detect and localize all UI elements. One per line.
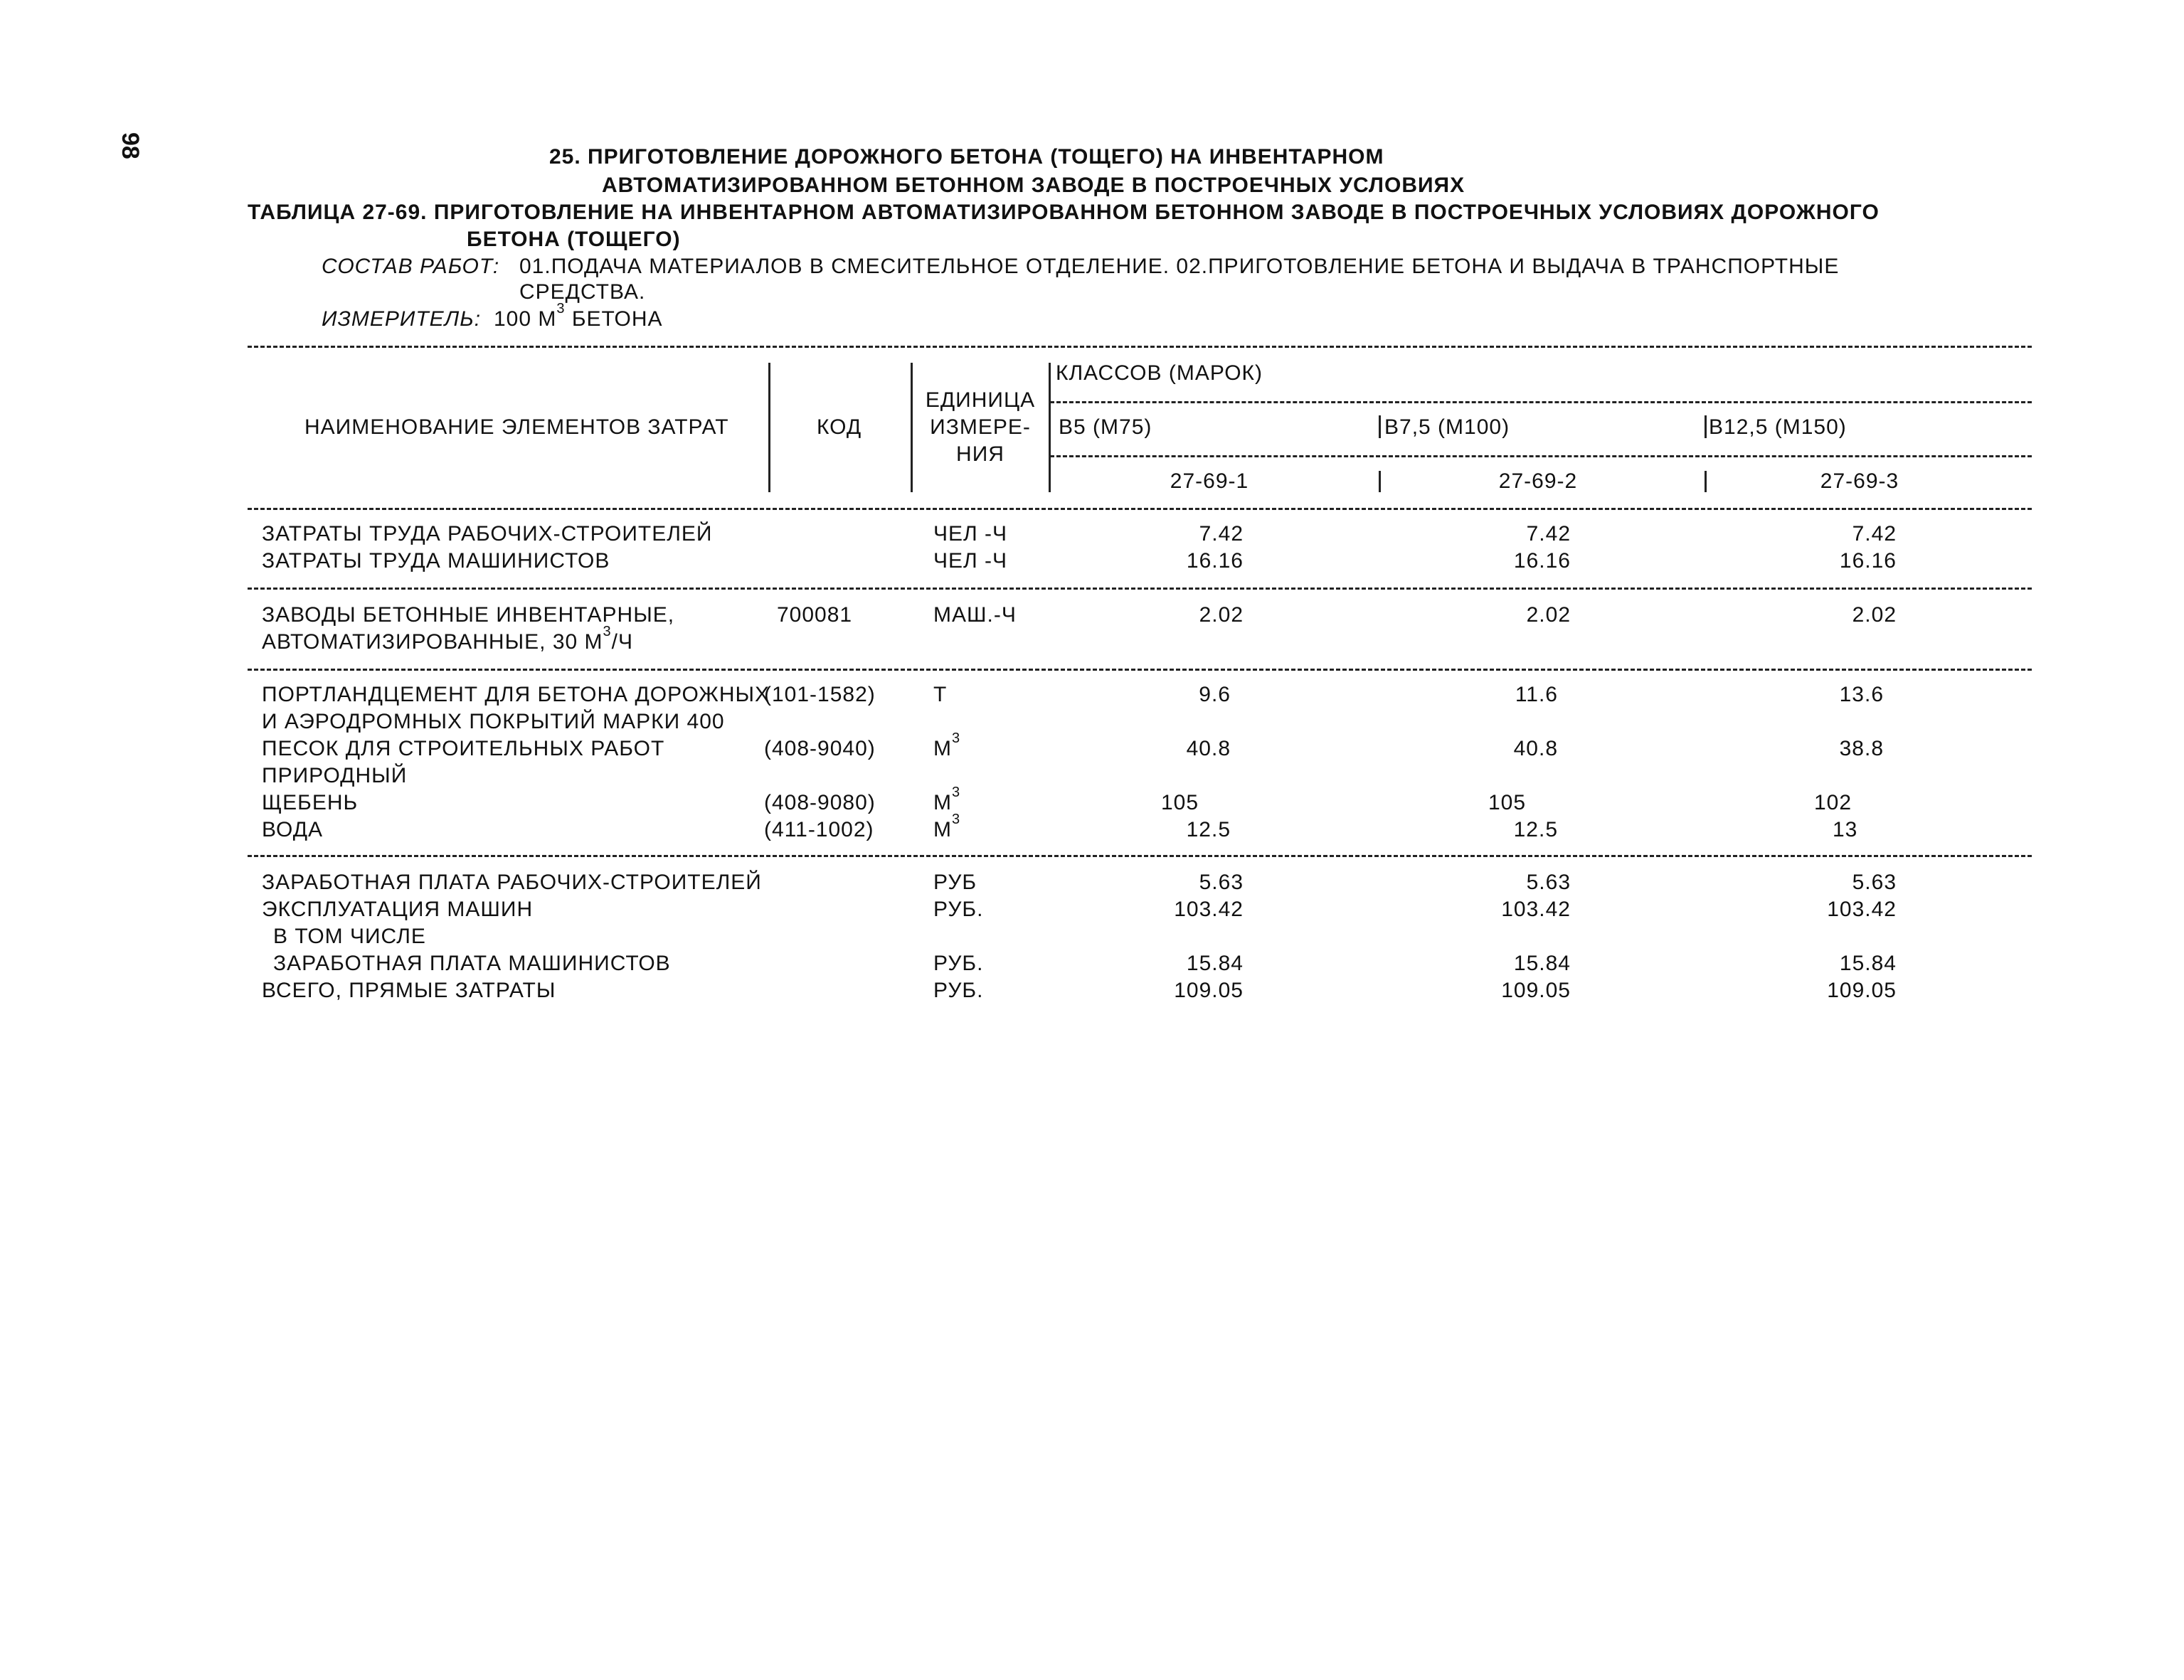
row-labor-machinists-v2: 16.16 <box>1513 549 1571 573</box>
rule-codes <box>1050 455 2032 457</box>
header-unit-line2: ИЗМЕРЕ- <box>930 415 1031 439</box>
row-labor-workers-v3: 7.42 <box>1852 522 1897 546</box>
page-number: 98 <box>117 132 144 159</box>
row-plant-unit: МАШ.-Ч <box>933 603 1017 627</box>
row-machines-v1: 103.42 <box>1174 898 1244 921</box>
row-cement-code: (101-1582) <box>764 683 876 706</box>
row-including-name: В ТОМ ЧИСЛЕ <box>273 925 426 948</box>
row-sand-name-line2: ПРИРОДНЫЙ <box>262 764 408 787</box>
row-wages-workers-v1: 5.63 <box>1199 871 1244 894</box>
header-col2-code: 27-69-2 <box>1498 469 1578 493</box>
row-cement-name-line1: ПОРТЛАНДЦЕМЕНТ ДЛЯ БЕТОНА ДОРОЖНЫХ <box>262 683 770 706</box>
header-separator <box>1379 471 1381 492</box>
header-code: КОД <box>817 415 862 439</box>
header-classes: КЛАССОВ (МАРОК) <box>1056 361 1263 385</box>
row-plant-name-line1: ЗАВОДЫ БЕТОННЫЕ ИНВЕНТАРНЫЕ, <box>262 603 675 627</box>
row-cement-unit: Т <box>933 683 948 706</box>
work-label: СОСТАВ РАБОТ: <box>322 255 500 278</box>
row-water-name: ВОДА <box>262 818 324 841</box>
row-water-v3: 13 <box>1833 818 1858 841</box>
row-labor-workers-unit: ЧЕЛ -Ч <box>933 522 1008 546</box>
row-plant-v3: 2.02 <box>1852 603 1897 627</box>
row-plant-v2: 2.02 <box>1526 603 1571 627</box>
row-sand-v2: 40.8 <box>1513 737 1558 760</box>
header-col3-class: В12,5 (М150) <box>1709 415 1847 439</box>
work-text-line1: 01.ПОДАЧА МАТЕРИАЛОВ В СМЕСИТЕЛЬНОЕ ОТДЕЛЕНИЕ. 02.ПРИГОТОВЛЕНИЕ БЕТОНА И ВЫДАЧА В ТРАНСПОРТНЫЕ <box>519 255 1840 278</box>
row-gravel-v2: 105 <box>1488 791 1527 814</box>
row-sand-unit: $М^3$ <box>933 730 961 760</box>
row-machines-v3: 103.42 <box>1827 898 1897 921</box>
rule-header-bottom <box>248 508 2032 510</box>
row-gravel-v3: 102 <box>1814 791 1852 814</box>
row-labor-machinists-unit: ЧЕЛ -Ч <box>933 549 1008 573</box>
row-gravel-unit: $М^3$ <box>933 785 961 814</box>
header-separator <box>1379 415 1381 438</box>
row-wages-machinists-v1: 15.84 <box>1186 952 1244 975</box>
row-wages-machinists-v2: 15.84 <box>1513 952 1571 975</box>
header-separator <box>1705 415 1707 438</box>
row-cement-name-line2: И АЭРОДРОМНЫХ ПОКРЫТИЙ МАРКИ 400 <box>262 710 725 733</box>
row-wages-workers-unit: РУБ <box>933 871 977 894</box>
row-water-v2: 12.5 <box>1513 818 1558 841</box>
row-sand-code: (408-9040) <box>764 737 876 760</box>
header-col2-class: В7,5 (М100) <box>1384 415 1510 439</box>
section-title-line2: АВТОМАТИЗИРОВАННОМ БЕТОННОМ ЗАВОДЕ В ПОСТРОЕЧНЫХ УСЛОВИЯХ <box>602 174 1465 197</box>
row-total-v1: 109.05 <box>1174 979 1244 1002</box>
rule-top <box>248 346 2032 348</box>
row-machines-unit: РУБ. <box>933 898 984 921</box>
row-wages-machinists-unit: РУБ. <box>933 952 984 975</box>
row-labor-workers-name: ЗАТРАТЫ ТРУДА РАБОЧИХ-СТРОИТЕЛЕЙ <box>262 522 713 546</box>
row-labor-machinists-v3: 16.16 <box>1839 549 1897 573</box>
row-sand-v1: 40.8 <box>1186 737 1231 760</box>
row-wages-machinists-name: ЗАРАБОТНАЯ ПЛАТА МАШИНИСТОВ <box>273 952 671 975</box>
row-wages-machinists-v3: 15.84 <box>1839 952 1897 975</box>
row-cement-v2: 11.6 <box>1515 683 1558 706</box>
row-wages-workers-v3: 5.63 <box>1852 871 1897 894</box>
header-col1-code: 27-69-1 <box>1170 469 1249 493</box>
row-total-v2: 109.05 <box>1501 979 1571 1002</box>
header-separator <box>1705 471 1707 492</box>
row-total-name: ВСЕГО, ПРЯМЫЕ ЗАТРАТЫ <box>262 979 556 1002</box>
row-wages-workers-name: ЗАРАБОТНАЯ ПЛАТА РАБОЧИХ-СТРОИТЕЛЕЙ <box>262 871 762 894</box>
row-gravel-name: ЩЕБЕНЬ <box>262 791 359 814</box>
table-title-line1: ТАБЛИЦА 27-69. ПРИГОТОВЛЕНИЕ НА ИНВЕНТАРНОМ АВТОМАТИЗИРОВАННОМ БЕТОННОМ ЗАВОДЕ В ПОСТРОЕЧНЫХ УСЛОВИЯХ ДОРОЖНОГО <box>248 201 1880 224</box>
row-plant-name-line2: АВТОМАТИЗИРОВАННЫЕ, 30 $М^3/Ч$ <box>262 624 633 654</box>
header-unit-line1: ЕДИНИЦА <box>925 388 1036 412</box>
row-sand-v3: 38.8 <box>1839 737 1884 760</box>
header-col3-code: 27-69-3 <box>1820 469 1899 493</box>
row-water-v1: 12.5 <box>1186 818 1231 841</box>
row-gravel-code: (408-9080) <box>764 791 876 814</box>
row-cement-v3: 13.6 <box>1839 683 1884 706</box>
row-cement-v1: 9.6 <box>1199 683 1231 706</box>
header-name: НАИМЕНОВАНИЕ ЭЛЕМЕНТОВ ЗАТРАТ <box>304 415 729 439</box>
table-title-line2: БЕТОНА (ТОЩЕГО) <box>467 228 681 251</box>
row-plant-code: 700081 <box>777 603 853 627</box>
rule-classes <box>1050 401 2032 403</box>
header-separator <box>768 363 770 492</box>
header-unit-line3: НИЯ <box>956 442 1004 466</box>
row-water-unit: $М^3$ <box>933 812 961 841</box>
row-machines-name: ЭКСПЛУАТАЦИЯ МАШИН <box>262 898 534 921</box>
row-gravel-v1: 105 <box>1161 791 1199 814</box>
row-labor-workers-v1: 7.42 <box>1199 522 1244 546</box>
measure-label: ИЗМЕРИТЕЛЬ: <box>322 307 482 331</box>
row-machines-v2: 103.42 <box>1501 898 1571 921</box>
row-water-code: (411-1002) <box>764 818 874 841</box>
measure-value: 100 $М^3$ БЕТОНА <box>494 301 663 331</box>
rule-group <box>248 855 2032 857</box>
row-sand-name-line1: ПЕСОК ДЛЯ СТРОИТЕЛЬНЫХ РАБОТ <box>262 737 665 760</box>
row-labor-machinists-name: ЗАТРАТЫ ТРУДА МАШИНИСТОВ <box>262 549 610 573</box>
rule-group <box>248 669 2032 671</box>
row-labor-machinists-v1: 16.16 <box>1186 549 1244 573</box>
row-total-v3: 109.05 <box>1827 979 1897 1002</box>
row-total-unit: РУБ. <box>933 979 984 1002</box>
header-separator <box>1049 363 1051 492</box>
rule-group <box>248 588 2032 590</box>
row-wages-workers-v2: 5.63 <box>1526 871 1571 894</box>
row-labor-workers-v2: 7.42 <box>1526 522 1571 546</box>
header-separator <box>911 363 913 492</box>
section-title-line1: 25. ПРИГОТОВЛЕНИЕ ДОРОЖНОГО БЕТОНА (ТОЩЕГО) НА ИНВЕНТАРНОМ <box>549 145 1384 169</box>
header-col1-class: В5 (М75) <box>1059 415 1152 439</box>
row-plant-v1: 2.02 <box>1199 603 1244 627</box>
work-text-line2: СРЕДСТВА. <box>519 280 646 304</box>
